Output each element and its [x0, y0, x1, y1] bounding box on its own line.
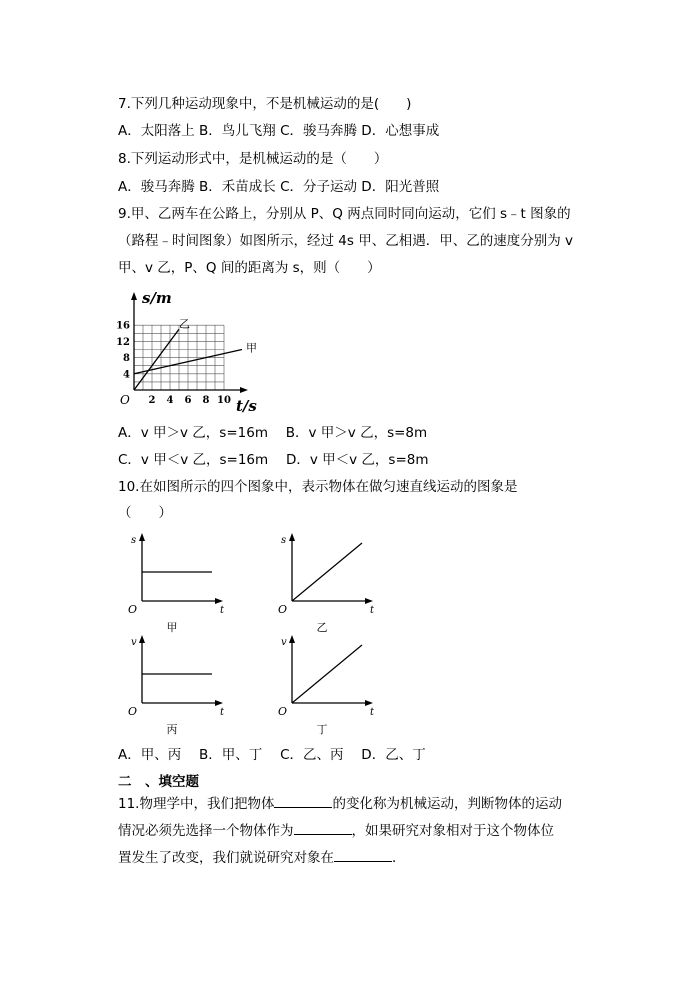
q11-text: ，如果研究对象相对于这个物体位 — [351, 823, 554, 839]
graph-caption: 乙 — [316, 621, 328, 634]
q8-options: A．骏马奔腾 B．禾苗成长 C．分子运动 D．阳光普照 — [118, 179, 440, 195]
x-tick-label: 2 — [148, 395, 156, 406]
q9-stem-line1: 9.甲、乙两车在公路上，分别从 P、Q 两点同时同向运动，它们 s﹣t 图象的 — [118, 206, 571, 222]
x-axis-label: t — [220, 605, 225, 616]
x-axis-arrow-icon — [215, 598, 223, 604]
y-axis-label: v — [281, 637, 287, 648]
origin-label: O — [128, 603, 138, 616]
series-line — [292, 543, 362, 601]
origin-label: O — [128, 705, 138, 718]
q11-text: 置发生了改变，我们就说研究对象在 — [118, 850, 334, 866]
q9-stem-line3: 甲、v 乙，P、Q 间的距离为 s，则（ ） — [118, 260, 381, 276]
q11-text: 情况必须先选择一个物体作为 — [118, 823, 294, 839]
q9-st-graph — [112, 286, 272, 418]
graph-caption: 丙 — [166, 723, 178, 736]
graph-ding — [276, 635, 376, 735]
graph-grid — [134, 325, 224, 390]
q9-stem-line2: （路程﹣时间图象）如图所示，经过 4s 甲、乙相遇．甲、乙的速度分别为 v — [118, 233, 573, 249]
graph-bing — [126, 635, 226, 735]
q8-stem: 8.下列运动形式中，是机械运动的是（ ） — [118, 151, 388, 167]
y-axis-arrow-icon — [289, 635, 295, 643]
q9-options-ab: A．v 甲＞v 乙，s=16m B．v 甲＞v 乙，s=8m — [118, 425, 428, 441]
y-axis-label: s — [131, 535, 137, 546]
q9-options-cd: C．v 甲＜v 乙，s=16m D．v 甲＜v 乙，s=8m — [118, 452, 429, 468]
x-axis-label: t — [370, 707, 375, 718]
answer-blank-1[interactable] — [274, 793, 332, 808]
y-axis-arrow-icon — [139, 635, 145, 643]
y-axis-arrow-icon — [289, 533, 295, 541]
q11-text: 11.物理学中，我们把物体 — [118, 796, 275, 812]
q7-stem: 7.下列几种运动现象中，不是机械运动的是( ) — [118, 96, 412, 112]
y-tick-label: 8 — [123, 353, 130, 365]
x-axis-arrow-icon — [365, 598, 373, 604]
series-line — [134, 329, 179, 390]
y-axis-arrow-icon — [139, 533, 145, 541]
q11-line1 — [118, 793, 562, 813]
x-axis-label: t/s — [236, 397, 257, 415]
graph-caption: 丁 — [316, 723, 328, 736]
q11-line2 — [118, 820, 554, 840]
origin-label: O — [278, 705, 288, 718]
x-tick-label: 8 — [202, 395, 210, 406]
x-tick-label: 6 — [184, 395, 192, 406]
y-axis-label: v — [131, 637, 137, 648]
x-axis-arrow-icon — [215, 700, 223, 706]
y-tick-label: 12 — [116, 336, 130, 348]
q10-stem-line1: 10.在如图所示的四个图象中，表示物体在做匀速直线运动的图象是 — [118, 479, 518, 495]
q10-stem-line2: （ ） — [118, 505, 172, 521]
x-axis-arrow-icon — [365, 700, 373, 706]
y-tick-label: 16 — [116, 320, 130, 332]
y-axis-arrow-icon — [131, 292, 137, 300]
q11-text: 的变化称为机械运动，判断物体的运动 — [332, 796, 562, 812]
x-axis-label: t — [220, 707, 225, 718]
q11-text: ． — [392, 850, 406, 866]
q11-line3 — [118, 847, 406, 867]
x-axis-label: t — [370, 605, 375, 616]
graph-yi — [276, 533, 376, 633]
answer-blank-2[interactable] — [294, 820, 352, 835]
section-heading: 二 、填空题 — [118, 774, 199, 790]
q7-options: A．太阳落上 B．鸟儿飞翔 C．骏马奔腾 D．心想事成 — [118, 123, 440, 139]
y-tick-label: 4 — [123, 369, 130, 381]
y-axis-label: s/m — [142, 289, 172, 307]
x-tick-label: 4 — [166, 395, 174, 406]
x-axis-arrow-icon — [240, 387, 248, 393]
y-axis-label: s — [281, 535, 287, 546]
series-line — [292, 645, 362, 703]
origin-label: O — [120, 393, 130, 407]
series-label: 乙 — [179, 317, 190, 331]
x-tick-label: 10 — [217, 395, 231, 406]
series-label: 甲 — [246, 341, 257, 355]
q10-options: A．甲、丙 B．甲、丁 C．乙、丙 D．乙、丁 — [118, 747, 426, 763]
graph-jia — [126, 533, 226, 633]
origin-label: O — [278, 603, 288, 616]
answer-blank-3[interactable] — [334, 847, 392, 862]
graph-caption: 甲 — [166, 621, 178, 634]
